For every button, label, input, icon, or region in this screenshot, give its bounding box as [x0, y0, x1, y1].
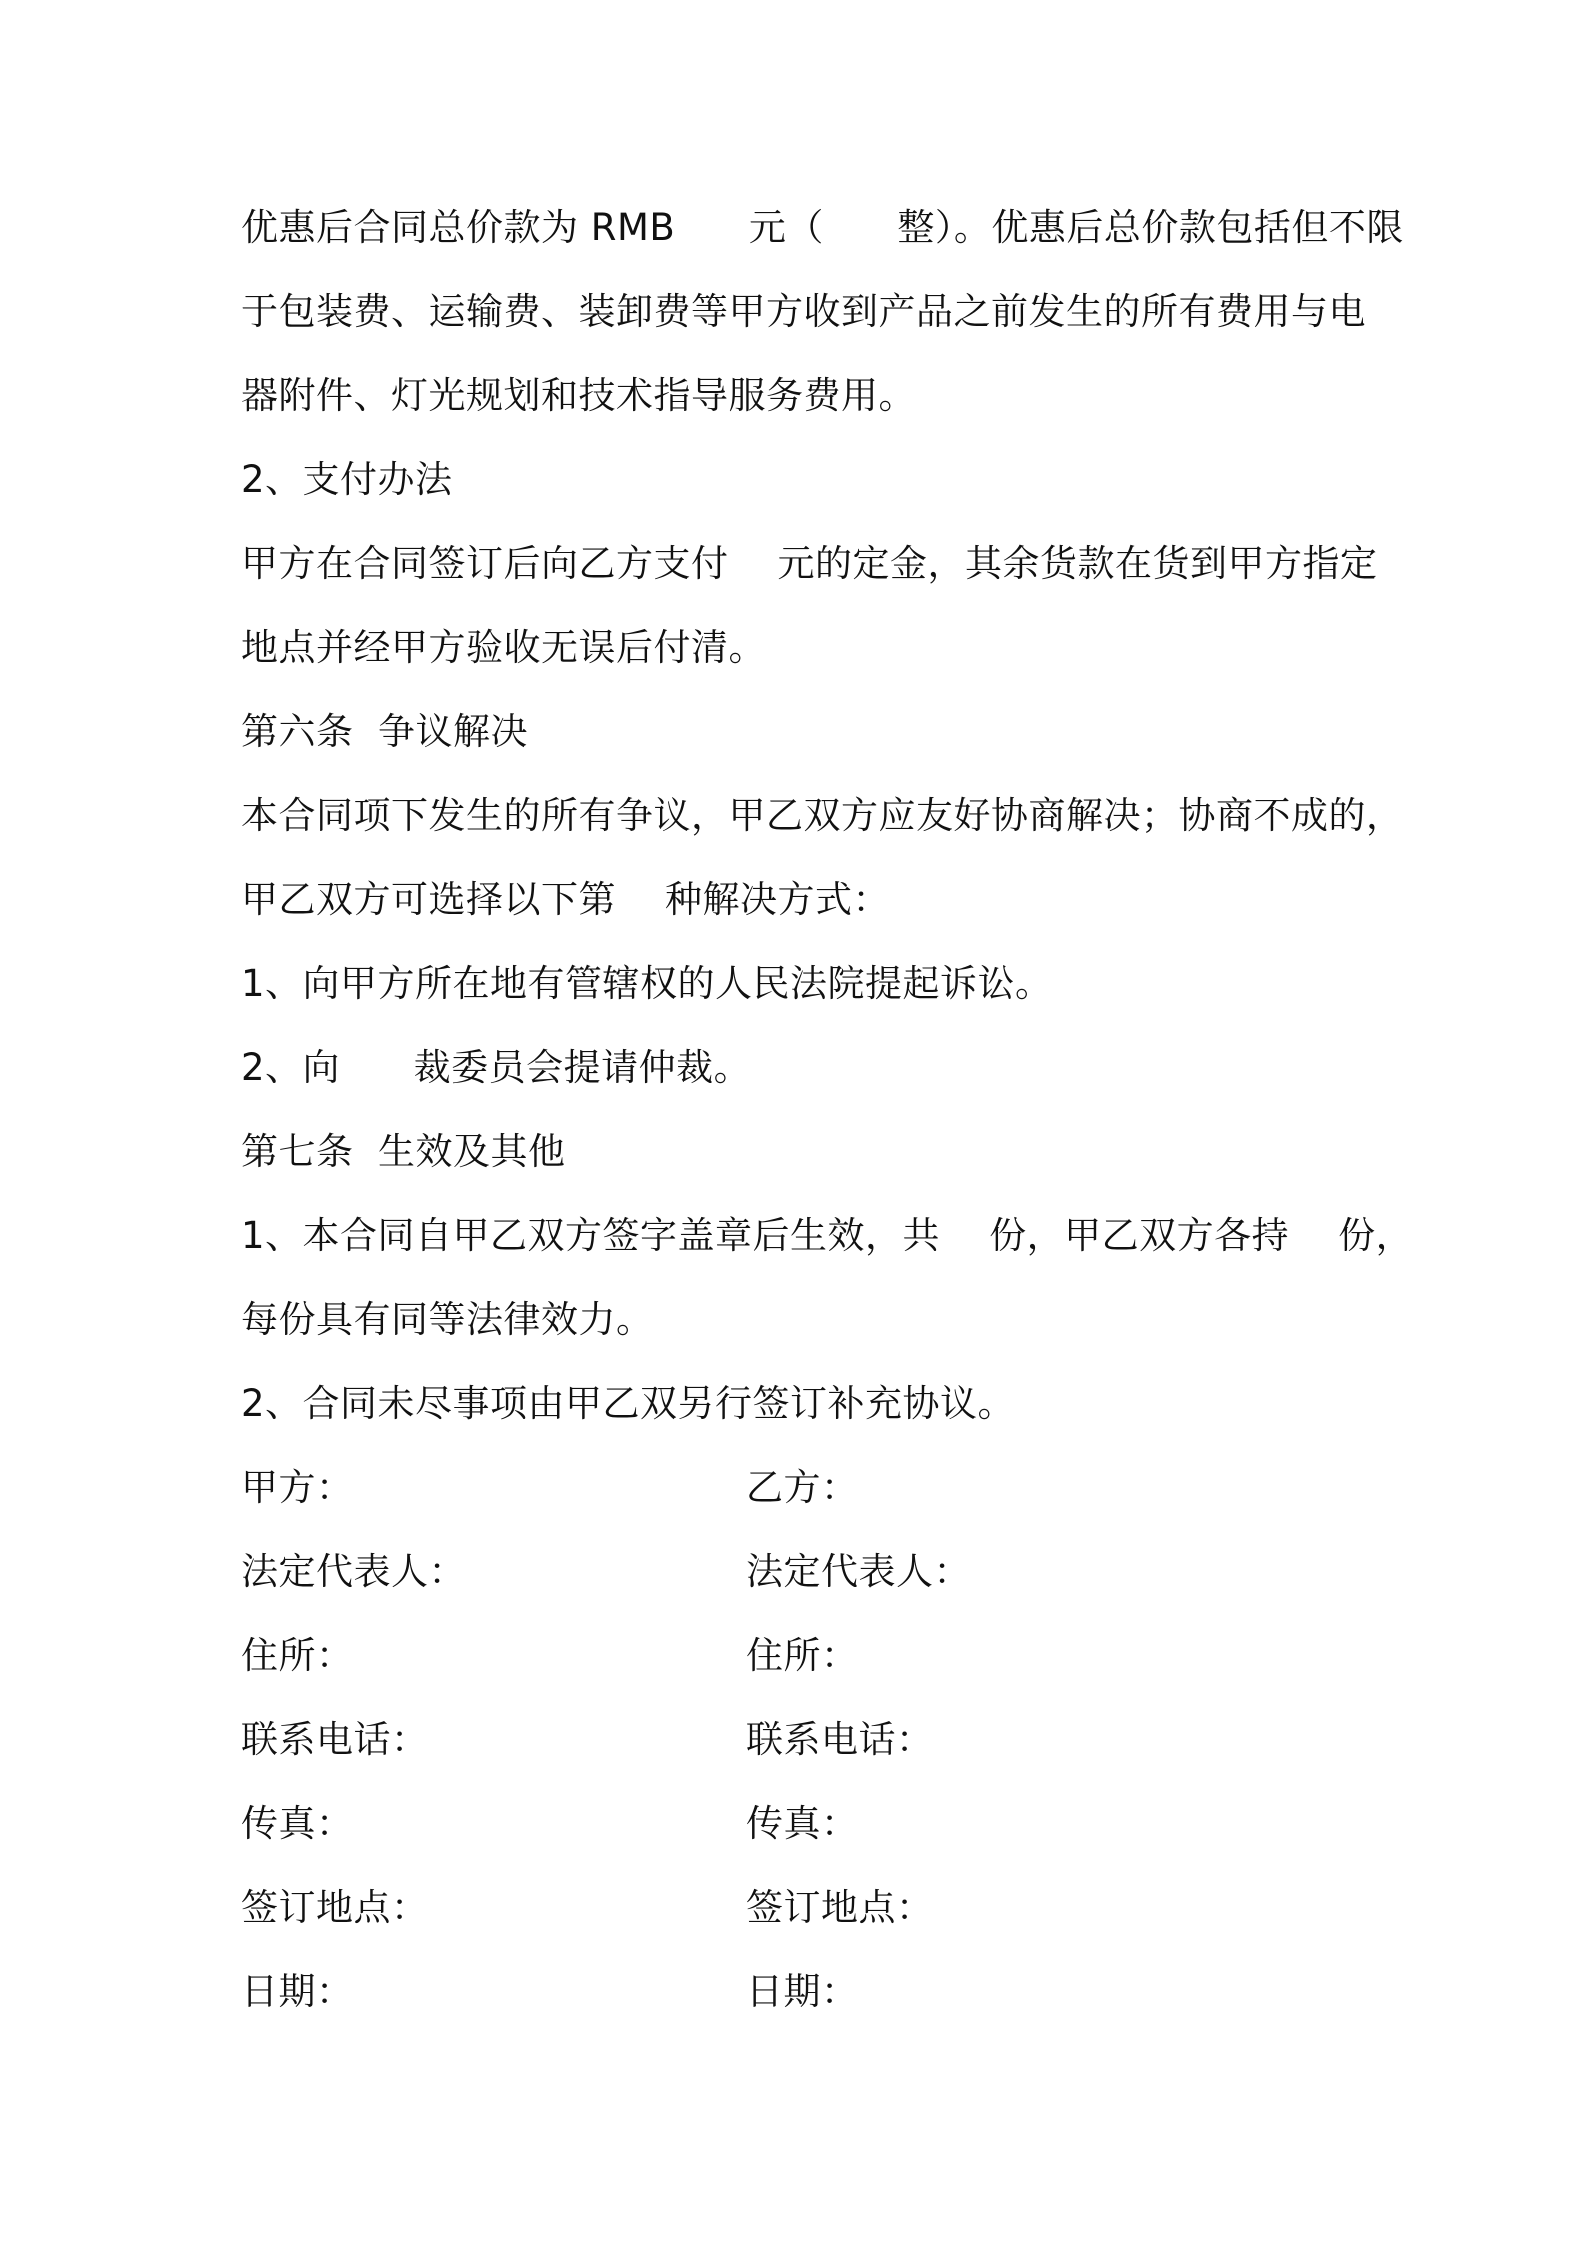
article-heading: 第七条 生效及其他 — [241, 1130, 566, 1173]
party-a-phone-label: 联系电话： — [241, 1718, 429, 1761]
party-a-fax-label: 传真： — [241, 1802, 354, 1845]
paragraph-line: 甲乙双方可选择以下第 种解决方式： — [241, 878, 891, 921]
paragraph-line: 于包装费、运输费、装卸费等甲方收到产品之前发生的所有费用与电 — [241, 290, 1366, 333]
party-b-label: 乙方： — [746, 1466, 859, 1509]
list-item: 2、向 裁委员会提请仲裁。 — [241, 1046, 752, 1089]
party-b-date-label: 日期： — [746, 1970, 859, 2013]
paragraph-line: 本合同项下发生的所有争议，甲乙双方应友好协商解决；协商不成的， — [241, 794, 1404, 837]
party-a-date-label: 日期： — [241, 1970, 354, 2013]
article-heading: 第六条 争议解决 — [241, 710, 529, 753]
party-b-representative-label: 法定代表人： — [746, 1550, 971, 1593]
paragraph-line: 甲方在合同签订后向乙方支付 元的定金，其余货款在货到甲方指定 — [241, 542, 1378, 585]
party-b-address-label: 住所： — [746, 1634, 859, 1677]
paragraph-line: 器附件、灯光规划和技术指导服务费用。 — [241, 374, 916, 417]
list-item: 1、向甲方所在地有管辖权的人民法院提起诉讼。 — [241, 962, 1053, 1005]
list-item: 2、合同未尽事项由甲乙双另行签订补充协议。 — [241, 1382, 1016, 1425]
party-b-fax-label: 传真： — [746, 1802, 859, 1845]
party-a-address-label: 住所： — [241, 1634, 354, 1677]
section-heading: 2、支付办法 — [241, 458, 453, 501]
list-item: 1、本合同自甲乙双方签字盖章后生效，共 份，甲乙双方各持 份， — [241, 1214, 1414, 1257]
paragraph-line: 优惠后合同总价款为 RMB 元（ 整）。优惠后总价款包括但不限 — [241, 206, 1404, 249]
party-a-signing-place-label: 签订地点： — [241, 1886, 429, 1929]
paragraph-line: 每份具有同等法律效力。 — [241, 1298, 654, 1341]
paragraph-line: 地点并经甲方验收无误后付清。 — [241, 626, 766, 669]
party-b-phone-label: 联系电话： — [746, 1718, 934, 1761]
party-b-signing-place-label: 签订地点： — [746, 1886, 934, 1929]
party-a-representative-label: 法定代表人： — [241, 1550, 466, 1593]
party-a-label: 甲方： — [241, 1466, 354, 1509]
